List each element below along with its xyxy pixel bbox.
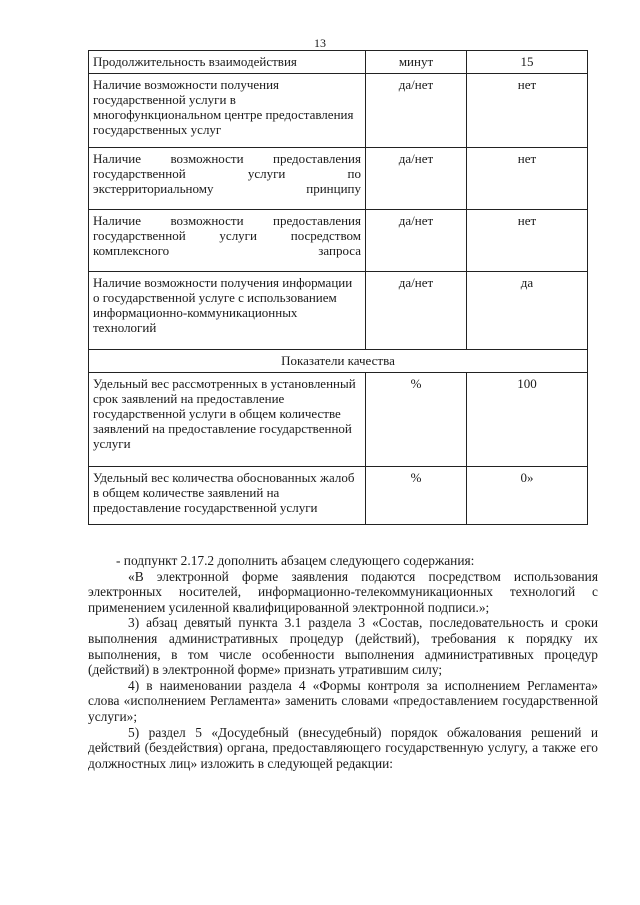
value-cell: 100 xyxy=(467,373,588,467)
table-row xyxy=(89,210,588,272)
table-row xyxy=(89,373,588,467)
indicator-cell: Наличие возможности получения информации о государственной услуге с использованием информационно-коммуникационных технологий xyxy=(89,272,366,350)
table-row xyxy=(89,272,588,350)
indicator-cell: Удельный вес рассмотренных в установленный срок заявлений на предоставление государственной услуги в общем количестве заявлений на предоставление государственной услуги xyxy=(89,373,366,467)
paragraph: 5) раздел 5 «Досудебный (внесудебный) порядок обжалования решений и действий (бездействия) органа, предоставляющего государственную услугу, а также его должностных лиц» изложить в следующей редакции: xyxy=(88,724,598,771)
paragraph: 3) абзац девятый пункта 3.1 раздела 3 «Состав, последовательность и сроки выполнения административных процедур (действий), требования к порядку их выполнения, в том числе особенности выполнения административных процедур (действий) в электронной форме» признать утратившим силу; xyxy=(88,615,598,678)
unit-cell: минут xyxy=(366,51,467,74)
table-row xyxy=(89,467,588,525)
unit-cell: да/нет xyxy=(366,148,467,210)
unit-cell: % xyxy=(366,467,467,525)
table-row xyxy=(89,51,588,74)
indicator-cell: Наличие возможности предоставления государственной услуги по экстерриториальному принципу xyxy=(89,148,366,210)
unit-cell: % xyxy=(366,373,467,467)
paragraph: - подпункт 2.17.2 дополнить абзацем следующего содержания: xyxy=(116,553,475,568)
indicator-cell: Удельный вес количества обоснованных жалоб в общем количестве заявлений на предоставление государственной услуги xyxy=(89,467,366,525)
section-row xyxy=(89,350,588,373)
value-cell: да xyxy=(467,272,588,350)
unit-cell: да/нет xyxy=(366,74,467,148)
table-row xyxy=(89,74,588,148)
indicator-cell: Наличие возможности предоставления государственной услуги посредством комплексного запроса xyxy=(89,210,366,272)
indicators-table xyxy=(88,50,588,525)
unit-cell: да/нет xyxy=(366,210,467,272)
value-cell: нет xyxy=(467,210,588,272)
indicator-cell: Продолжительность взаимодействия xyxy=(89,51,366,74)
table-row xyxy=(89,148,588,210)
unit-cell: да/нет xyxy=(366,272,467,350)
value-cell: нет xyxy=(467,74,588,148)
document-body xyxy=(88,553,598,771)
value-cell: 0» xyxy=(467,467,588,525)
page-number: 13 xyxy=(314,36,326,50)
paragraph: «В электронной форме заявления подаются посредством использования электронных носителей, информационно-телекоммуникационных технологий с применением усиленной квалифицированной электронной подписи.»; xyxy=(88,568,598,615)
section-header: Показатели качества xyxy=(89,350,588,373)
indicator-cell: Наличие возможности получения государственной услуги в многофункциональном центре предоставления государственных услуг xyxy=(89,74,366,148)
paragraph: 4) в наименовании раздела 4 «Формы контроля за исполнением Регламента» слова «исполнением Регламента» заменить словами «предоставлением государственной услуги»; xyxy=(88,677,598,724)
value-cell: нет xyxy=(467,148,588,210)
value-cell: 15 xyxy=(467,51,588,74)
